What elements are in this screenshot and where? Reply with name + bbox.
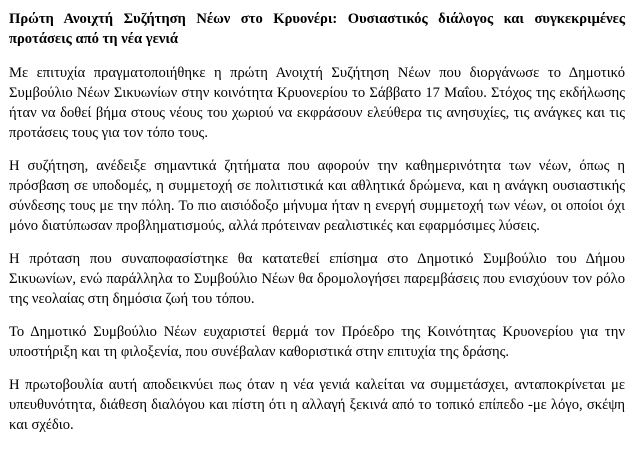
article-paragraph-1: Με επιτυχία πραγματοποιήθηκε η πρώτη Ανοιχτή Συζήτηση Νέων που διοργάνωσε το Δημοτικό Συμβούλιο Νέων Σικυωνίων στην κοινότητα Κρυονερίου το Σάββατο 17 Μαΐου. Στόχος της εκδήλωσης ήταν να δοθεί βήμα στους νέους του χωριού να εκφράσουν ελεύθερα τις ανησυχίες, τις ανάγκες και τις προτάσεις τους για τον τόπο τους. [9,65,625,141]
article-title: Πρώτη Ανοιχτή Συζήτηση Νέων στο Κρυονέρι: Ουσιαστικός διάλογος και συγκεκριμένες προτάσεις από τη νέα γενιά [9,11,625,47]
article-paragraph-4: Το Δημοτικό Συμβούλιο Νέων ευχαριστεί θερμά τον Πρόεδρο της Κοινότητας Κρυονερίου για την υποστήριξη και τη φιλοξενία, που συνέβαλαν καθοριστικά στην επιτυχία της δράσης. [9,324,625,360]
article-paragraph-5: Η πρωτοβουλία αυτή αποδεικνύει πως όταν η νέα γενιά καλείται να συμμετάσχει, ανταποκρίνεται με υπευθυνότητα, διάθεση διαλόγου και πίστη ότι η αλλαγή ξεκινά από το τοπικό επίπεδο -με λόγο, σκέψη και σχέδιο. [9,377,625,433]
article-paragraph-3: Η πρόταση που συναποφασίστηκε θα κατατεθεί επίσημα στο Δημοτικό Συμβούλιο του Δήμου Σικυωνίων, ενώ παράλληλα το Συμβούλιο Νέων θα δρομολογήσει παρεμβάσεις που ενισχύουν τον ρόλο της νεολαίας στη δημόσια ζωή του τόπου. [9,251,625,307]
article [9,9,625,435]
article-paragraph-2: Η συζήτηση, ανέδειξε σημαντικά ζητήματα που αφορούν την καθημερινότητα των νέων, όπως η πρόσβαση σε υποδομές, η συμμετοχή σε πολιτιστικά και αθλητικά δρώμενα, και η ανάγκη ουσιαστικής σύνδεσης τους με την πόλη. Το πιο αισιόδοξο μήνυμα ήταν η ενεργή συμμετοχή των νέων, οι οποίοι όχι μόνο διατύπωσαν προβληματισμούς, αλλά πρότειναν ρεαλιστικές και εφαρμόσιμες λύσεις. [9,158,625,234]
